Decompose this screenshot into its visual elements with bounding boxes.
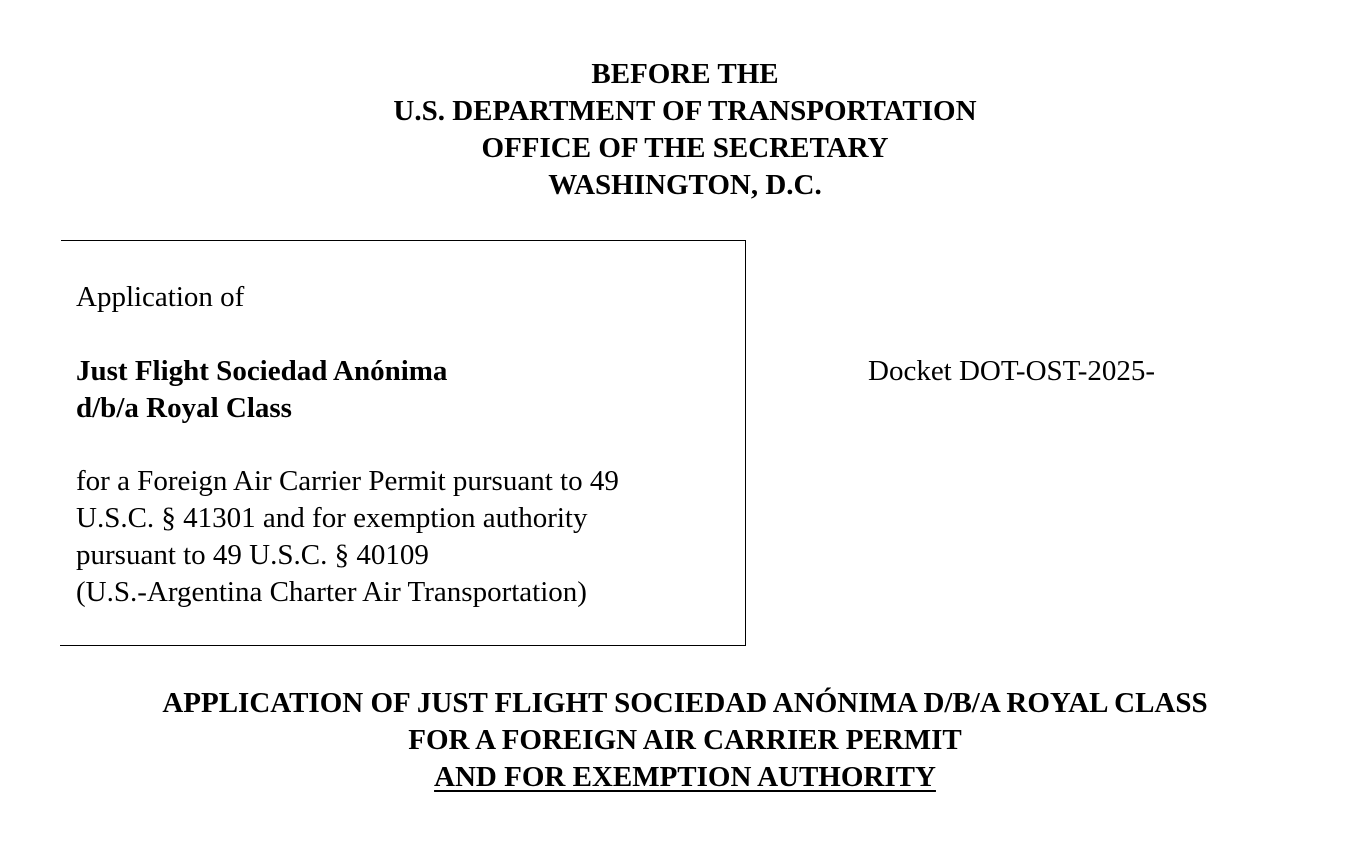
caption-right-rule (745, 240, 746, 646)
application-purpose (76, 463, 619, 611)
header-line-office: OFFICE OF THE SECRETARY (481, 132, 889, 164)
application-of-label: Application of (76, 281, 245, 313)
purpose-line: pursuant to 49 U.S.C. § 40109 (76, 539, 429, 571)
caption-bottom-rule (60, 645, 746, 646)
applicant-name (76, 353, 447, 427)
caption-top-rule (61, 240, 746, 241)
purpose-line: for a Foreign Air Carrier Permit pursuant to 49 (76, 465, 619, 497)
tribunal-header (0, 56, 1348, 204)
title-line: FOR A FOREIGN AIR CARRIER PERMIT (408, 724, 962, 756)
header-line-department: U.S. DEPARTMENT OF TRANSPORTATION (393, 95, 977, 127)
applicant-dba-line: d/b/a Royal Class (76, 392, 292, 424)
header-line-location: WASHINGTON, D.C. (548, 169, 822, 201)
title-line: APPLICATION OF JUST FLIGHT SOCIEDAD ANÓNIMA D/B/A ROYAL CLASS (162, 687, 1208, 719)
applicant-name-line: Just Flight Sociedad Anónima (76, 355, 448, 387)
docket-number: Docket DOT-OST-2025- (868, 355, 1156, 387)
document-title (0, 685, 1348, 796)
purpose-line: U.S.C. § 41301 and for exemption authority (76, 502, 588, 534)
header-line-before: BEFORE THE (591, 58, 779, 90)
title-line-underlined: AND FOR EXEMPTION AUTHORITY (434, 761, 936, 793)
purpose-line: (U.S.-Argentina Charter Air Transportation) (76, 576, 587, 608)
